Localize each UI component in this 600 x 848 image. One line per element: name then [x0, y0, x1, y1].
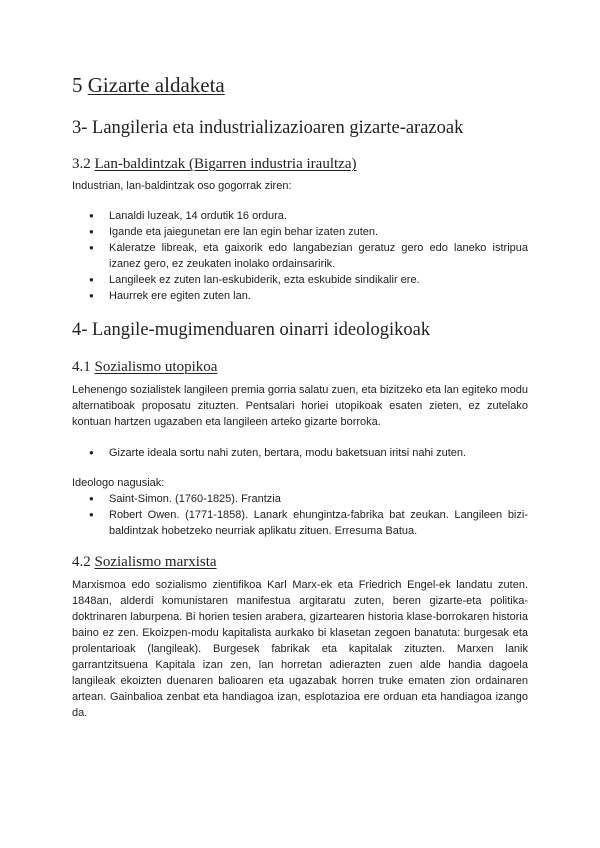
subsection-3-2-heading: [72, 155, 356, 173]
list-item: ● Saint-Simon. (1760-1825). Frantzia: [72, 491, 528, 507]
subsection-4-1-paragraph: Lehenengo sozialistek langileen premia gorria salatu zuen, eta bizitzeko eta lan egiteko modu alternatiboak proposatu zituzten. Pentsalari horiei utopikoak esaten zieten, ez zutelako kontuan hartzen ugazaben eta langileen arteko gizarte borroka.: [72, 384, 528, 428]
chapter-heading: [72, 73, 225, 97]
subsection-4-1-bullet-list: [72, 445, 528, 461]
subsection-3-2-title: Lan-baldintzak (Bigarren industria iraultza): [94, 156, 357, 172]
chapter-title: Gizarte aldaketa: [87, 73, 225, 97]
subsection-4-1-title: Sozialismo utopikoa: [94, 359, 218, 375]
section-3-intro: Industrian, lan-baldintzak oso gogorrak ziren:: [72, 180, 292, 192]
list-item: ● Lanaldi luzeak, 14 ordutik 16 ordura.: [72, 208, 528, 224]
subsection-4-2-number: 4.2: [72, 554, 91, 570]
subsection-3-2-number: 3.2: [72, 156, 91, 172]
subsection-4-1-heading: [72, 358, 217, 376]
section-4-heading: 4- Langile-mugimenduaren oinarri ideologikoak: [72, 320, 431, 340]
subsection-4-2-heading: [72, 553, 217, 571]
list-item: ● Gizarte ideala sortu nahi zuten, bertara, modu baketsuan iritsi nahi zuten.: [72, 445, 528, 461]
ideologists-label: Ideologo nagusiak:: [72, 477, 165, 489]
list-item: ● Kaleratze libreak, eta gaixorik edo langabezian geratuz gero edo laneko istripua izanez gero, ez zeukaten inolako ordainsaririk.: [72, 240, 528, 272]
list-item: ● Robert Owen. (1771-1858). Lanark ehungintza-fabrika bat zeukan. Langileen bizi-baldintzak hobetzeko neurriak aplikatu zituen. Erresuma Batua.: [72, 507, 528, 539]
section-3-bullet-list: [72, 208, 528, 304]
subsection-4-2-paragraph: Marxismoa edo sozialismo zientifikoa Karl Marx-ek eta Friedrich Engel-ek landatu zuten. 1848an, alderdi komunistaren manifestua argitaratu zuten, beren gizarte-eta politika-doktrinaren laburpena. Bi horien tesien arabera, gizartearen historia klase-borrokaren historia baino ez zen. Ekoizpen-modu kapitalista aurkako bi klasetan zegoen banatuta: burgesak eta prolentarioak (langileak). Burgesek fabrikak eta kapitalak zituzten. Marxen lanik garrantzitsuena Kapitala izan zen, lan horretan adierazten zuen alde handia dagoela langileak ekoizten duenaren balioaren eta ugazabak horren truke ematen zion ordainaren artean. Gainbalioa zenbat eta handiagoa izan, esplotazioa ere orduan eta handiagoa izango da.: [72, 579, 528, 719]
chapter-number: 5: [72, 73, 83, 97]
section-3-heading: 3- Langileria eta industrializazioaren gizarte-arazoak: [72, 118, 464, 138]
ideologists-list: [72, 491, 528, 539]
subsection-4-2-title: Sozialismo marxista: [94, 554, 217, 570]
subsection-4-1-number: 4.1: [72, 359, 91, 375]
list-item: ● Haurrek ere egiten zuten lan.: [72, 288, 528, 304]
list-item: ● Igande eta jaiegunetan ere lan egin behar izaten zuten.: [72, 224, 528, 240]
list-item: ● Langileek ez zuten lan-eskubiderik, ezta eskubide sindikalir ere.: [72, 272, 528, 288]
